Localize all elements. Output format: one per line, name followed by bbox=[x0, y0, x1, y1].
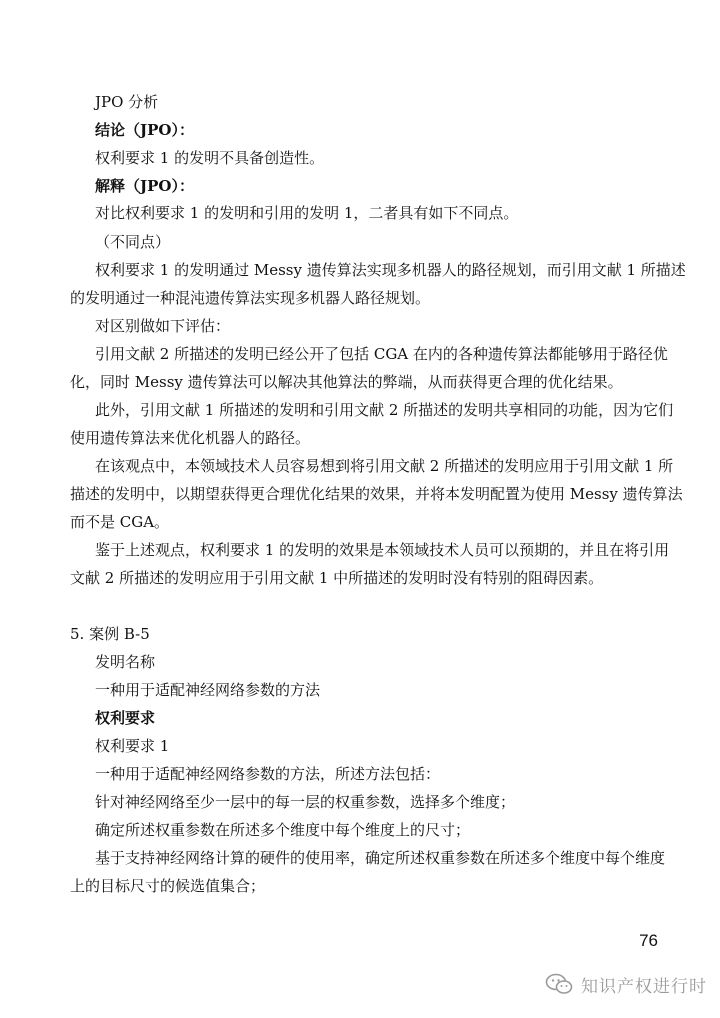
case-heading: 5. 案例 B-5 bbox=[70, 625, 150, 643]
page-number: 76 bbox=[639, 931, 658, 950]
paragraph-line: 一种用于适配神经网络参数的方法，所述方法包括： bbox=[95, 765, 441, 783]
conclusion-text: 权利要求 1 的发明不具备创造性。 bbox=[95, 149, 325, 167]
paragraph-line: 化，同时 Messy 遗传算法可以解决其他算法的弊端，从而获得更合理的优化结果。 bbox=[70, 373, 623, 391]
paragraph-line: 引用文献 2 所描述的发明已经公开了包括 CGA 在内的各种遗传算法都能够用于路径优 bbox=[95, 345, 668, 363]
paragraph-line: 而不是 CGA。 bbox=[70, 513, 170, 531]
explanation-label: 解释（JPO）： bbox=[95, 177, 194, 195]
watermark bbox=[545, 969, 707, 999]
differences-label: （不同点） bbox=[95, 233, 171, 251]
invention-title: 一种用于适配神经网络参数的方法 bbox=[95, 681, 321, 699]
paragraph-line: 确定所述权重参数在所述多个维度中每个维度上的尺寸； bbox=[95, 821, 471, 839]
paragraph-line: 权利要求 1 的发明通过 Messy 遗传算法实现多机器人的路径规划，而引用文献 1 所描述 bbox=[95, 261, 686, 279]
paragraph-line: 描述的发明中，以期望获得更合理优化结果的效果，并将本发明配置为使用 Messy 遗传算法 bbox=[70, 485, 683, 503]
paragraph-line: 使用遗传算法来优化机器人的路径。 bbox=[70, 429, 311, 447]
section-heading-jpo-analysis: JPO 分析 bbox=[95, 93, 159, 111]
paragraph-line: 基于支持神经网络计算的硬件的使用率，确定所述权重参数在所述多个维度中每个维度 bbox=[95, 849, 666, 867]
claims-label: 权利要求 bbox=[95, 709, 156, 727]
conclusion-label: 结论（JPO）： bbox=[95, 121, 194, 139]
paragraph-line: 的发明通过一种混沌遗传算法实现多机器人路径规划。 bbox=[70, 289, 431, 307]
invention-title-label: 发明名称 bbox=[95, 653, 156, 671]
wechat-logo-icon bbox=[545, 972, 573, 996]
claim-number: 权利要求 1 bbox=[95, 737, 170, 755]
paragraph-line: 文献 2 所描述的发明应用于引用文献 1 中所描述的发明时没有特别的阻碍因素。 bbox=[70, 569, 604, 587]
paragraph-line: 对比权利要求 1 的发明和引用的发明 1，二者具有如下不同点。 bbox=[95, 204, 519, 222]
paragraph-line: 对区别做如下评估： bbox=[95, 317, 231, 335]
paragraph-line: 在该观点中，本领域技术人员容易想到将引用文献 2 所描述的发明应用于引用文献 1 所 bbox=[95, 457, 674, 475]
paragraph-line: 鉴于上述观点，权利要求 1 的发明的效果是本领域技术人员可以预期的，并且在将引用 bbox=[95, 541, 670, 559]
paragraph-line: 针对神经网络至少一层中的每一层的权重参数，选择多个维度； bbox=[95, 793, 516, 811]
watermark-text: 知识产权进行时 bbox=[581, 976, 707, 997]
paragraph-line: 此外，引用文献 1 所描述的发明和引用文献 2 所描述的发明共享相同的功能，因为它们 bbox=[95, 401, 674, 419]
paragraph-line: 上的目标尺寸的候选值集合； bbox=[70, 877, 266, 895]
